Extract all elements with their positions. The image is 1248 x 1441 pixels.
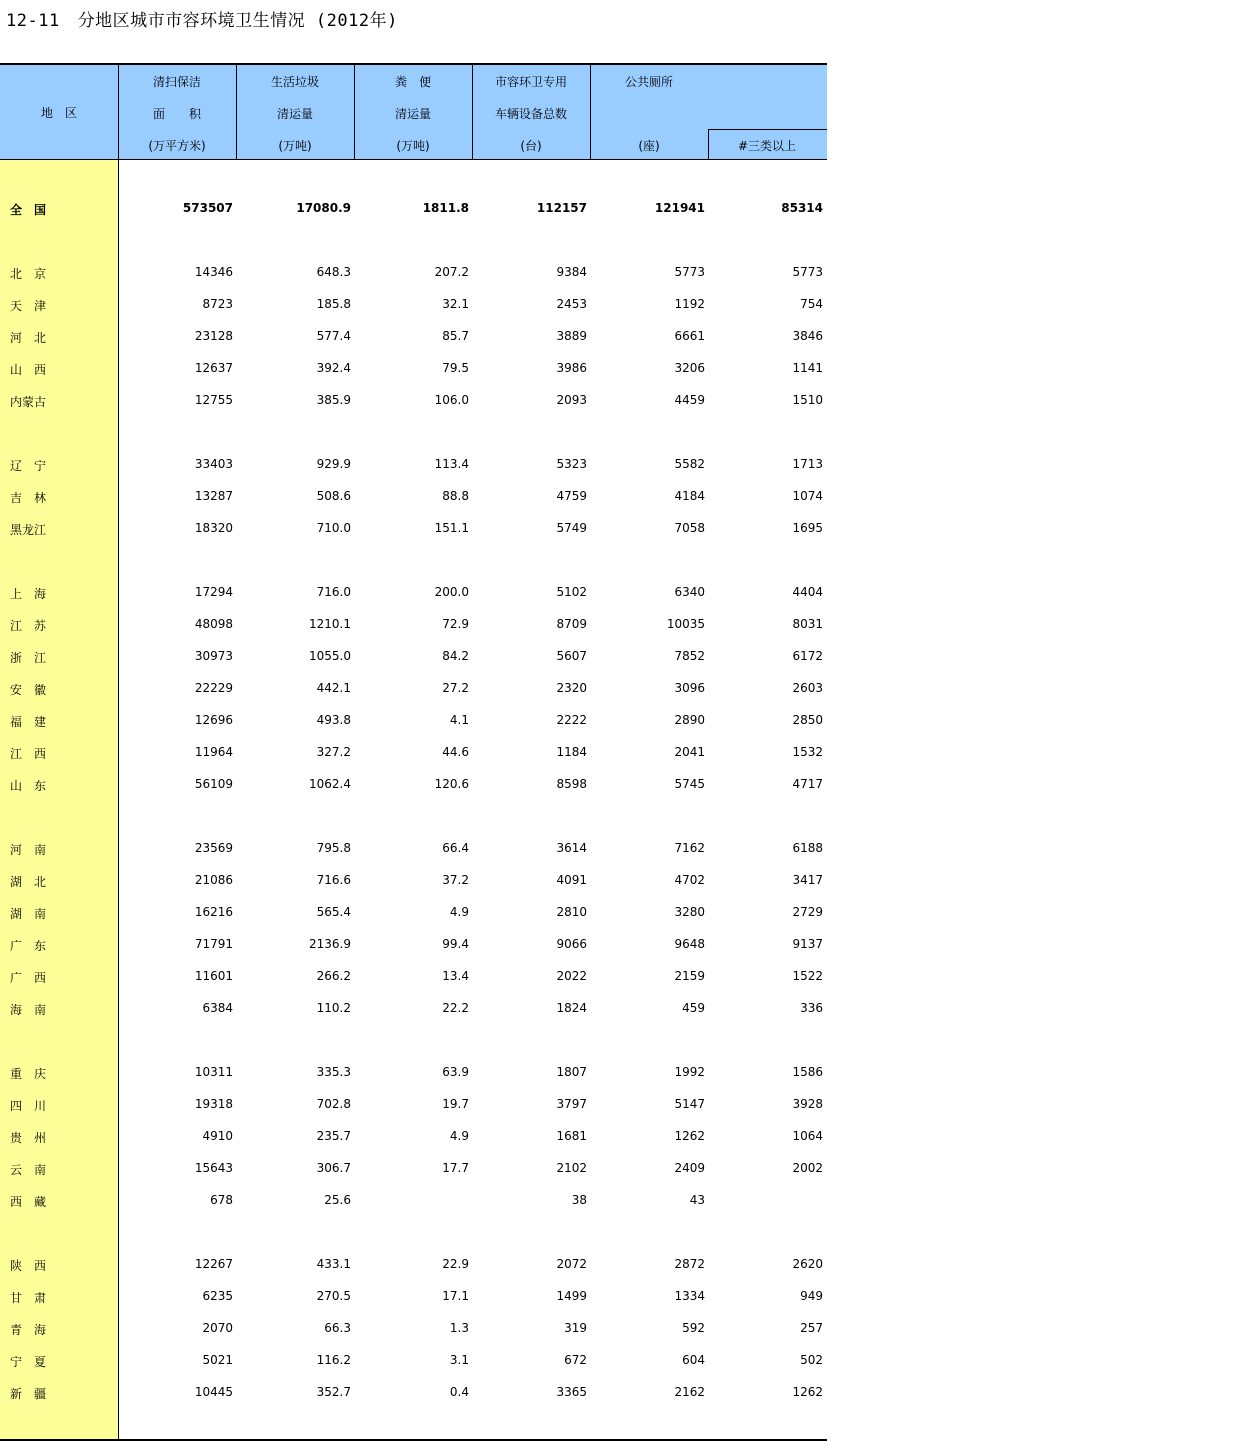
table-cell: 9137 — [792, 937, 823, 951]
region-name: 湖 北 — [10, 875, 47, 889]
table-title: 分地区城市市容环境卫生情况 (2012年) — [77, 11, 398, 31]
table-cell: 604 — [682, 1353, 705, 1367]
table-cell: 79.5 — [442, 361, 469, 375]
region-name: 山 西 — [10, 363, 47, 377]
region-name: 重 庆 — [10, 1067, 47, 1081]
table-row — [0, 1089, 827, 1121]
table-cell: 577.4 — [316, 329, 351, 343]
table-cell: 8709 — [556, 617, 587, 631]
region-name: 新 疆 — [10, 1387, 47, 1401]
region-name: 北 京 — [10, 267, 47, 281]
table-row — [0, 449, 827, 481]
table-cell: 9384 — [556, 265, 587, 279]
region-name: 西 藏 — [10, 1195, 47, 1209]
table-cell: 110.2 — [316, 1001, 351, 1015]
table-cell: 66.3 — [324, 1321, 351, 1335]
table-cell: 1499 — [556, 1289, 587, 1303]
table-cell: 23128 — [194, 329, 233, 343]
region-name: 江 苏 — [10, 619, 47, 633]
table-cell: 4184 — [674, 489, 705, 503]
table-cell: 48098 — [194, 617, 233, 631]
table-cell: 17294 — [194, 585, 233, 599]
header-class3-toilets — [708, 65, 826, 160]
table-cell: 33403 — [194, 457, 233, 471]
table-cell: 266.2 — [316, 969, 351, 983]
table-cell: 23569 — [194, 841, 233, 855]
table-cell: 949 — [800, 1289, 823, 1303]
table-cell: 270.5 — [316, 1289, 351, 1303]
table-cell: 99.4 — [442, 937, 469, 951]
table-cell: 5147 — [674, 1097, 705, 1111]
region-name: 陕 西 — [10, 1259, 47, 1273]
table-row — [0, 1281, 827, 1313]
table-cell: 1807 — [556, 1065, 587, 1079]
table-cell: 11964 — [194, 745, 233, 759]
table-cell: 4.1 — [449, 713, 469, 727]
table-row — [0, 961, 827, 993]
table-cell: 2850 — [792, 713, 823, 727]
table-number: 12-11 — [6, 11, 60, 31]
table-cell: 16216 — [194, 905, 233, 919]
table-cell: 1522 — [792, 969, 823, 983]
table-row — [0, 705, 827, 737]
table-row — [0, 833, 827, 865]
table-cell: 4404 — [792, 585, 823, 599]
table-cell: 2409 — [674, 1161, 705, 1175]
region-name: 甘 肃 — [10, 1291, 47, 1305]
region-name: 天 津 — [10, 299, 47, 313]
table-row — [0, 1377, 827, 1409]
table-header — [0, 63, 827, 160]
table-cell: 7058 — [674, 521, 705, 535]
table-cell: 3928 — [792, 1097, 823, 1111]
table-cell: 8598 — [556, 777, 587, 791]
table-cell: 1055.0 — [309, 649, 351, 663]
table-cell: 235.7 — [316, 1129, 351, 1143]
divider — [590, 65, 591, 160]
table-cell: 929.9 — [316, 457, 351, 471]
table-cell: 15643 — [194, 1161, 233, 1175]
table-cell: 151.1 — [434, 521, 469, 535]
table-cell: 1811.8 — [422, 201, 469, 215]
table-cell: 2022 — [556, 969, 587, 983]
table-row — [0, 1345, 827, 1377]
table-cell: 2093 — [556, 393, 587, 407]
table-cell: 2620 — [792, 1257, 823, 1271]
table-cell: 2002 — [792, 1161, 823, 1175]
region-name: 广 西 — [10, 971, 47, 985]
table-cell: 9066 — [556, 937, 587, 951]
table-cell: 32.1 — [442, 297, 469, 311]
divider — [236, 65, 237, 160]
table-cell: 18320 — [194, 521, 233, 535]
table-cell: 508.6 — [316, 489, 351, 503]
header-label: 生活垃圾 — [270, 75, 319, 89]
header-unit: (万平方米) — [148, 139, 206, 153]
table-cell: 2729 — [792, 905, 823, 919]
table-cell: 10035 — [666, 617, 705, 631]
region-name: 福 建 — [10, 715, 47, 729]
table-cell: 4.9 — [449, 905, 469, 919]
table-cell: 678 — [210, 1193, 233, 1207]
table-cell: 1.3 — [449, 1321, 469, 1335]
table-cell: 1695 — [792, 521, 823, 535]
region-name: 云 南 — [10, 1163, 47, 1177]
table-cell: 19318 — [194, 1097, 233, 1111]
table-cell: 1532 — [792, 745, 823, 759]
table-cell: 1262 — [792, 1385, 823, 1399]
region-name: 内蒙古 — [10, 395, 47, 409]
table-cell: 3280 — [674, 905, 705, 919]
table-cell: 6384 — [202, 1001, 233, 1015]
table-cell: 319 — [564, 1321, 587, 1335]
table-cell: 13.4 — [442, 969, 469, 983]
header-unit: (万吨) — [278, 139, 312, 153]
header-toilets — [590, 65, 708, 160]
table-cell: 4.9 — [449, 1129, 469, 1143]
table-cell: 121941 — [654, 201, 705, 215]
table-cell: 5323 — [556, 457, 587, 471]
table-cell: 2136.9 — [309, 937, 351, 951]
header-unit: (台) — [520, 139, 542, 153]
table-cell: 648.3 — [316, 265, 351, 279]
table-cell: 257 — [800, 1321, 823, 1335]
region-name: 浙 江 — [10, 651, 47, 665]
table-cell: 30973 — [194, 649, 233, 663]
table-cell: 112157 — [536, 201, 587, 215]
table-row — [0, 609, 827, 641]
divider — [708, 129, 827, 130]
table-cell: 2159 — [674, 969, 705, 983]
table-cell: 2320 — [556, 681, 587, 695]
table-cell: 672 — [564, 1353, 587, 1367]
table-row — [0, 1057, 827, 1089]
table-cell: 1681 — [556, 1129, 587, 1143]
table-cell: 5607 — [556, 649, 587, 663]
table-cell: 327.2 — [316, 745, 351, 759]
table-cell: 3846 — [792, 329, 823, 343]
table-row — [0, 481, 827, 513]
table-cell: 1062.4 — [309, 777, 351, 791]
table-cell: 1992 — [674, 1065, 705, 1079]
table-cell: 84.2 — [442, 649, 469, 663]
table-cell: 716.0 — [316, 585, 351, 599]
table-cell: 2162 — [674, 1385, 705, 1399]
table-cell: 4702 — [674, 873, 705, 887]
region-name: 江 西 — [10, 747, 47, 761]
table-cell: 12637 — [194, 361, 233, 375]
region-name: 海 南 — [10, 1003, 47, 1017]
table-cell: 2453 — [556, 297, 587, 311]
table-cell: 37.2 — [442, 873, 469, 887]
table-cell: 71791 — [194, 937, 233, 951]
table-cell: 493.8 — [316, 713, 351, 727]
table-cell: 14346 — [194, 265, 233, 279]
table-cell: 0.4 — [449, 1385, 469, 1399]
table-cell: 754 — [800, 297, 823, 311]
table-row — [0, 577, 827, 609]
table-cell: 4717 — [792, 777, 823, 791]
header-garbage — [236, 65, 354, 160]
header-label: 面 积 — [152, 107, 201, 121]
table-cell: 4091 — [556, 873, 587, 887]
table-row — [0, 641, 827, 673]
table-row — [0, 737, 827, 769]
table-cell: 3.1 — [449, 1353, 469, 1367]
table-cell: 3614 — [556, 841, 587, 855]
table-cell: 1192 — [674, 297, 705, 311]
table-cell: 8031 — [792, 617, 823, 631]
table-cell: 10311 — [194, 1065, 233, 1079]
table-cell: 1334 — [674, 1289, 705, 1303]
table-cell: 85314 — [781, 201, 823, 215]
divider — [354, 65, 355, 160]
table-cell: 19.7 — [442, 1097, 469, 1111]
table-cell: 6172 — [792, 649, 823, 663]
page-title — [6, 6, 398, 31]
table-row — [0, 769, 827, 801]
region-name: 黑龙江 — [10, 523, 47, 537]
table-cell: 17.7 — [442, 1161, 469, 1175]
header-unit: (座) — [638, 139, 660, 153]
region-name: 四 川 — [10, 1099, 47, 1113]
table-cell: 5773 — [792, 265, 823, 279]
table-row — [0, 897, 827, 929]
table-cell: 6661 — [674, 329, 705, 343]
table-cell: 56109 — [194, 777, 233, 791]
header-cleaning-area — [118, 65, 236, 160]
table-cell: 1210.1 — [309, 617, 351, 631]
table-row — [0, 929, 827, 961]
table-cell: 442.1 — [316, 681, 351, 695]
table-cell: 11601 — [194, 969, 233, 983]
region-name: 安 徽 — [10, 683, 47, 697]
table-cell: 5773 — [674, 265, 705, 279]
table-cell: 2810 — [556, 905, 587, 919]
table-cell: 2041 — [674, 745, 705, 759]
table-cell: 392.4 — [316, 361, 351, 375]
table-cell: 44.6 — [442, 745, 469, 759]
table-cell: 336 — [800, 1001, 823, 1015]
header-label: 粪 便 — [394, 75, 431, 89]
table-cell: 6188 — [792, 841, 823, 855]
header-unit: (万吨) — [396, 139, 430, 153]
region-name: 吉 林 — [10, 491, 47, 505]
table-cell: 72.9 — [442, 617, 469, 631]
table-cell: 200.0 — [434, 585, 469, 599]
table-cell: 385.9 — [316, 393, 351, 407]
table-cell: 12267 — [194, 1257, 233, 1271]
table-cell: 1262 — [674, 1129, 705, 1143]
table-cell: 2890 — [674, 713, 705, 727]
table-cell: 592 — [682, 1321, 705, 1335]
table-cell: 17080.9 — [296, 201, 351, 215]
divider — [118, 65, 119, 160]
table-cell: 4459 — [674, 393, 705, 407]
table-cell: 3797 — [556, 1097, 587, 1111]
table-cell: 5749 — [556, 521, 587, 535]
table-cell: 5021 — [202, 1353, 233, 1367]
table-cell: 710.0 — [316, 521, 351, 535]
table-cell: 702.8 — [316, 1097, 351, 1111]
divider — [472, 65, 473, 160]
table-cell: 6340 — [674, 585, 705, 599]
region-name: 宁 夏 — [10, 1355, 47, 1369]
table-cell: 63.9 — [442, 1065, 469, 1079]
table-cell: 459 — [682, 1001, 705, 1015]
table-row — [0, 321, 827, 353]
table-cell: 4759 — [556, 489, 587, 503]
header-label: 清运量 — [276, 107, 313, 121]
table-cell: 12755 — [194, 393, 233, 407]
table-cell: 1184 — [556, 745, 587, 759]
header-label: 清运量 — [394, 107, 431, 121]
table-cell: 21086 — [194, 873, 233, 887]
table-cell: 106.0 — [434, 393, 469, 407]
header-region-label: 地 区 — [40, 106, 77, 120]
table-cell: 565.4 — [316, 905, 351, 919]
header-excrement — [354, 65, 472, 160]
table-cell: 1510 — [792, 393, 823, 407]
table-cell: 27.2 — [442, 681, 469, 695]
table-cell: 85.7 — [442, 329, 469, 343]
table-cell: 2222 — [556, 713, 587, 727]
table-cell: 2102 — [556, 1161, 587, 1175]
header-label: 市容环卫专用 — [494, 75, 567, 89]
table-cell: 1713 — [792, 457, 823, 471]
table-row — [0, 673, 827, 705]
table-cell: 207.2 — [434, 265, 469, 279]
table-cell: 22229 — [194, 681, 233, 695]
table-cell: 88.8 — [442, 489, 469, 503]
region-name: 贵 州 — [10, 1131, 47, 1145]
table-row — [0, 257, 827, 289]
table-cell: 2603 — [792, 681, 823, 695]
table-cell: 573507 — [182, 201, 233, 215]
table-cell: 116.2 — [316, 1353, 351, 1367]
region-name: 上 海 — [10, 587, 47, 601]
table-cell: 5582 — [674, 457, 705, 471]
table-cell: 22.9 — [442, 1257, 469, 1271]
header-region — [0, 65, 118, 160]
region-name: 广 东 — [10, 939, 47, 953]
table-row — [0, 1121, 827, 1153]
region-name: 河 北 — [10, 331, 47, 345]
table-cell: 1141 — [792, 361, 823, 375]
table-cell: 716.6 — [316, 873, 351, 887]
table-row — [0, 385, 827, 417]
table-row — [0, 513, 827, 545]
table-row — [0, 353, 827, 385]
table-cell: 113.4 — [434, 457, 469, 471]
table-cell: 3096 — [674, 681, 705, 695]
table-cell: 43 — [689, 1193, 705, 1207]
table-cell: 2072 — [556, 1257, 587, 1271]
table-cell: 6235 — [202, 1289, 233, 1303]
region-name: 河 南 — [10, 843, 47, 857]
table-cell: 120.6 — [434, 777, 469, 791]
table-row — [0, 993, 827, 1025]
table-cell: 352.7 — [316, 1385, 351, 1399]
table-cell: 17.1 — [442, 1289, 469, 1303]
table-cell: 13287 — [194, 489, 233, 503]
table-row — [0, 1249, 827, 1281]
region-name: 山 东 — [10, 779, 47, 793]
table-cell: 5745 — [674, 777, 705, 791]
table-cell: 1586 — [792, 1065, 823, 1079]
table-cell: 185.8 — [316, 297, 351, 311]
table-cell: 7852 — [674, 649, 705, 663]
table-cell: 8723 — [202, 297, 233, 311]
table-cell: 12696 — [194, 713, 233, 727]
table-cell: 433.1 — [316, 1257, 351, 1271]
table-cell: 25.6 — [324, 1193, 351, 1207]
table-row — [0, 865, 827, 897]
table-row — [0, 1185, 827, 1217]
table-cell: 4910 — [202, 1129, 233, 1143]
table-cell: 3986 — [556, 361, 587, 375]
header-label: #三类以上 — [737, 139, 797, 153]
table-cell: 38 — [571, 1193, 587, 1207]
table-cell: 3206 — [674, 361, 705, 375]
table-cell: 1064 — [792, 1129, 823, 1143]
table-cell: 795.8 — [316, 841, 351, 855]
region-name: 辽 宁 — [10, 459, 47, 473]
region-name: 湖 南 — [10, 907, 47, 921]
table-cell: 306.7 — [316, 1161, 351, 1175]
table-cell: 1824 — [556, 1001, 587, 1015]
table-cell: 10445 — [194, 1385, 233, 1399]
table-cell: 22.2 — [442, 1001, 469, 1015]
table-row — [0, 1313, 827, 1345]
table-cell: 3417 — [792, 873, 823, 887]
header-label: 清扫保洁 — [152, 75, 201, 89]
table-cell: 3365 — [556, 1385, 587, 1399]
table-cell: 335.3 — [316, 1065, 351, 1079]
table-cell: 2872 — [674, 1257, 705, 1271]
region-name: 全 国 — [10, 203, 47, 217]
table-cell: 1074 — [792, 489, 823, 503]
table-row — [0, 289, 827, 321]
table-cell: 5102 — [556, 585, 587, 599]
divider — [708, 129, 709, 160]
table-row — [0, 1153, 827, 1185]
table-cell: 9648 — [674, 937, 705, 951]
table-row — [0, 193, 827, 225]
region-name: 青 海 — [10, 1323, 47, 1337]
table-cell: 66.4 — [442, 841, 469, 855]
header-label: 公共厕所 — [624, 75, 673, 89]
table-cell: 3889 — [556, 329, 587, 343]
header-vehicles — [472, 65, 590, 160]
table-cell: 7162 — [674, 841, 705, 855]
table-cell: 2070 — [202, 1321, 233, 1335]
table-cell: 502 — [800, 1353, 823, 1367]
header-label: 车辆设备总数 — [494, 107, 567, 121]
